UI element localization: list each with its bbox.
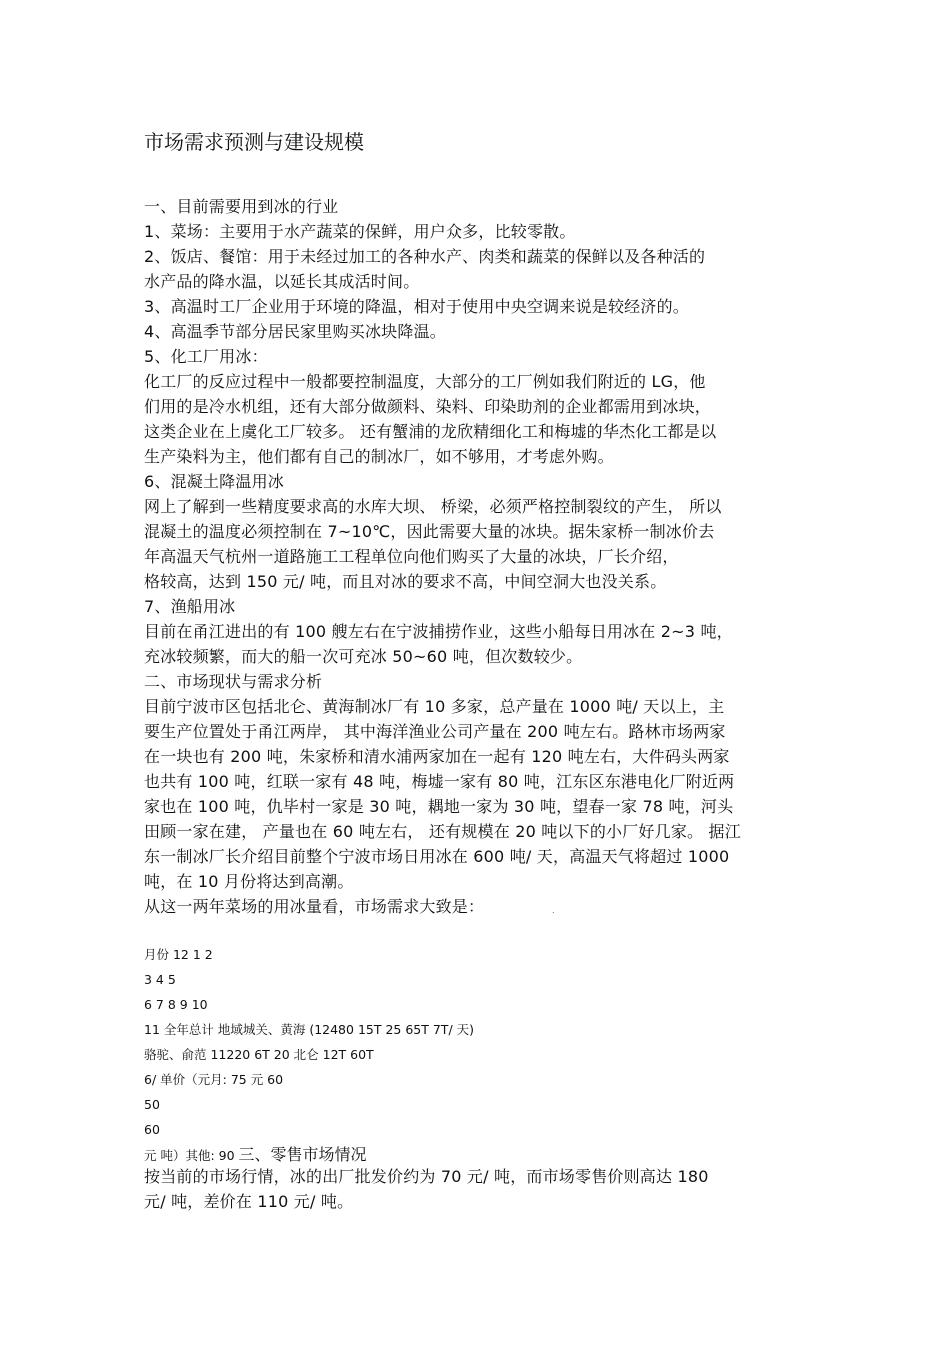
page-title: 市场需求预测与建设规模 [144, 130, 364, 154]
table-line: 6/ 单价（元月: 75 元 60 [144, 1072, 284, 1087]
paragraph-line: 3、高温时工厂企业用于环境的降温，相对于使用中央空调来说是较经济的。 [144, 297, 689, 316]
paragraph-line: 东一制冰厂长介绍目前整个宁波市场日用冰在 600 吨/ 天，高温天气将超过 1000 [144, 847, 730, 866]
paragraph-line: 2、饭店、餐馆：用于未经过加工的各种水产、肉类和蔬菜的保鲜以及各种活的 [144, 247, 706, 266]
table-line-tail: 元 吨）其他: 90 [144, 1148, 239, 1163]
paragraph-line: 5、化工厂用冰： [144, 347, 268, 366]
paragraph-line: 吨，在 10 月份将达到高潮。 [144, 872, 354, 891]
table-line: 骆驼、俞范 11220 6T 20 北仑 12T 60T [144, 1047, 374, 1062]
retail-text [144, 1164, 824, 1214]
paragraph-line: 目前宁波市区包括北仑、黄海制冰厂有 10 多家，总产量在 1000 吨/ 天以上，主 [144, 697, 725, 716]
paragraph-line: 7、渔船用冰 [144, 597, 236, 616]
table-line: 11 全年总计 地域城关、黄海 (12480 15T 25 65T 7T/ 天) [144, 1022, 474, 1037]
section-heading: 一、目前需要用到冰的行业 [144, 197, 339, 216]
paragraph-line: 在一块也有 200 吨，朱家桥和清水浦两家加在一起有 120 吨左右，大件码头两家 [144, 747, 730, 766]
table-line: 3 4 5 [144, 972, 176, 987]
section-heading: 三、零售市场情况 [238, 1145, 367, 1164]
paragraph-line: 水产品的降水温，以延长其成活时间。 [144, 272, 420, 291]
paragraph-line: 4、高温季节部分居民家里购买冰块降温。 [144, 322, 446, 341]
paragraph-line: 也共有 100 吨，红联一家有 48 吨，梅墟一家有 80 吨，江东区东港电化厂附近两 [144, 772, 735, 791]
section-heading: 二、市场现状与需求分析 [144, 672, 323, 691]
table-line: 60 [144, 1122, 160, 1137]
table-line: 月份 12 1 2 [144, 947, 213, 962]
paragraph-line: 混凝土的温度必须控制在 7~10℃，因此需要大量的冰块。据朱家桥一制冰价去 [144, 522, 715, 541]
paragraph-line: 充冰较频繁，而大的船一次可充冰 50~60 吨，但次数较少。 [144, 647, 583, 666]
paragraph-line: 目前在甬江进出的有 100 艘左右在宁波捕捞作业，这些小船每日用冰在 2~3 吨， [144, 622, 733, 641]
paragraph-line: 格较高，达到 150 元/ 吨，而且对冰的要求不高，中间空洞大也没关系。 [144, 572, 667, 591]
paragraph-line: 田顾一家在建， 产量也在 60 吨左右， 还有规模在 20 吨以下的小厂好几家。 据江 [144, 822, 741, 841]
paragraph-line: 元/ 吨，差价在 110 元/ 吨。 [144, 1192, 354, 1211]
paragraph-line: 网上了解到一些精度要求高的水库大坝、 桥梁，必须严格控制裂纹的产生， 所以 [144, 497, 722, 516]
paragraph-line: 家也在 100 吨，仇毕村一家是 30 吨，耦地一家为 30 吨，望春一家 78 吨，河头 [144, 797, 734, 816]
demand-table-text [144, 942, 824, 1167]
stray-dot: . [552, 906, 555, 915]
paragraph-line: 化工厂的反应过程中一般都要控制温度，大部分的工厂例如我们附近的 LG，他 [144, 372, 706, 391]
paragraph-line: 1、菜场：主要用于水产蔬菜的保鲜，用户众多，比较零散。 [144, 222, 576, 241]
table-line: 50 [144, 1097, 160, 1112]
paragraph-line: 6、混凝土降温用冰 [144, 472, 284, 491]
paragraph-line: 从这一两年菜场的用冰量看，市场需求大致是： [144, 897, 485, 916]
paragraph-line: 们用的是冷水机组，还有大部分做颜料、染料、印染助剂的企业都需用到冰块， [144, 397, 712, 416]
paragraph-line: 按当前的市场行情，冰的出厂批发价约为 70 元/ 吨，而市场零售价则高达 180 [144, 1167, 709, 1186]
body-text [144, 194, 824, 919]
paragraph-line: 这类企业在上虞化工厂较多。 还有蟹浦的龙欣精细化工和梅墟的华杰化工都是以 [144, 422, 717, 441]
paragraph-line: 生产染料为主，他们都有自己的制冰厂，如不够用，才考虑外购。 [144, 447, 614, 466]
paragraph-line: 年高温天气杭州一道路施工工程单位向他们购买了大量的冰块，厂长介绍， [144, 547, 679, 566]
paragraph-line: 要生产位置处于甬江两岸， 其中海洋渔业公司产量在 200 吨左右。路林市场两家 [144, 722, 726, 741]
table-line: 6 7 8 9 10 [144, 997, 208, 1012]
